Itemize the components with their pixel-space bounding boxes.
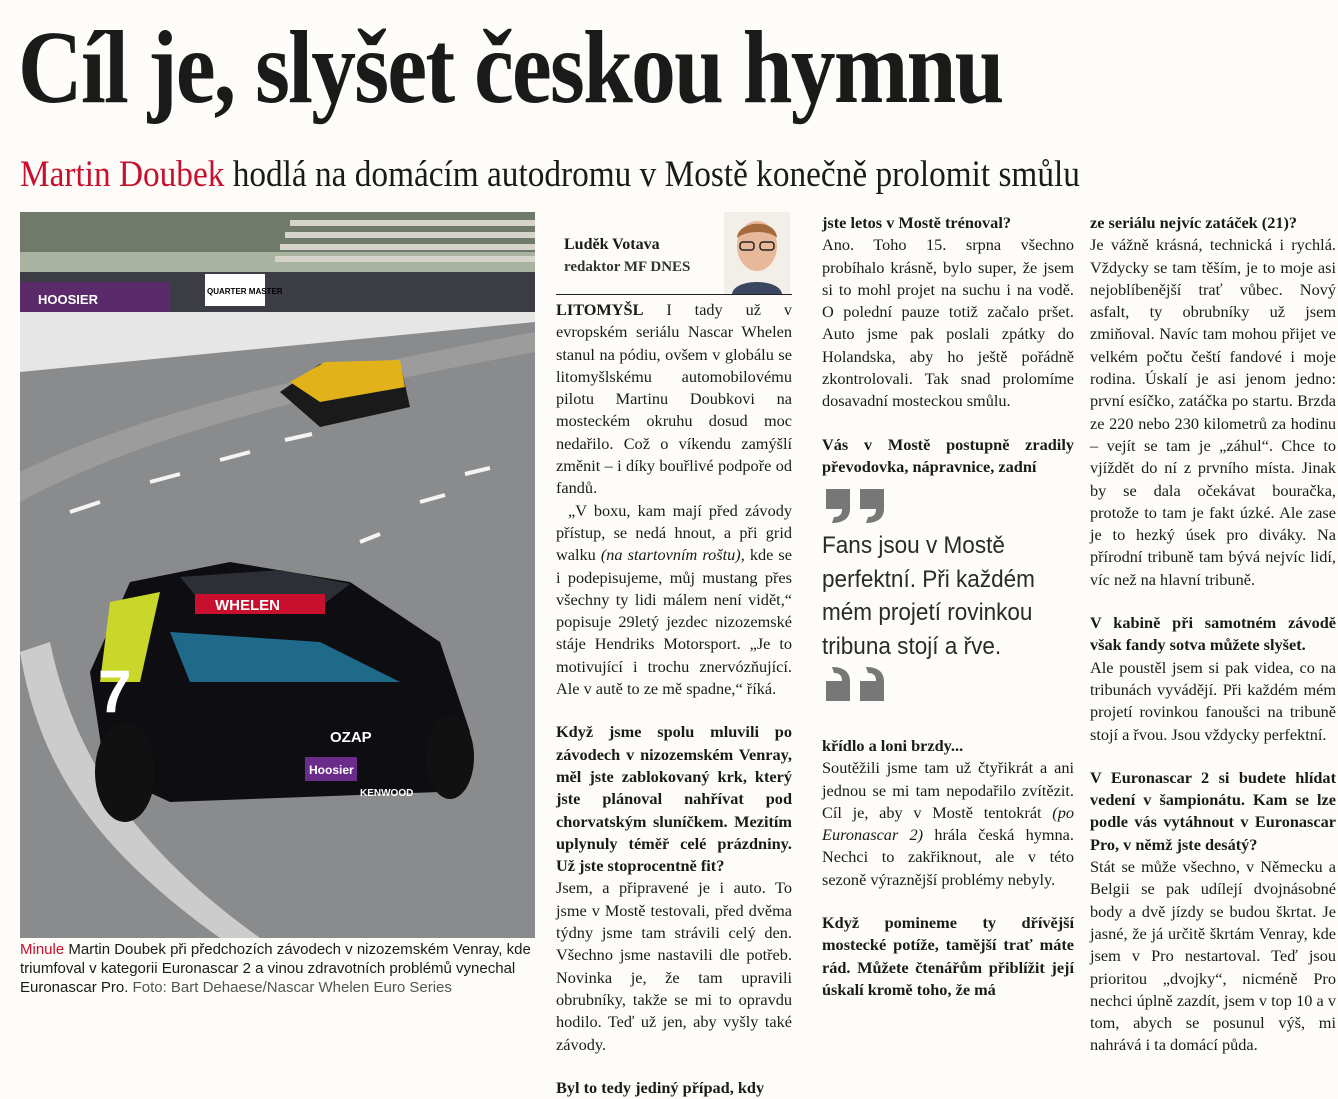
sponsor-kenwood: KENWOOD [360,788,414,799]
race-car-illustration [20,212,535,938]
answer-4: Je vážně krásná, technická i rychlá. Vždycky se tam těším, je to moje asi nejoblíbenější trať vůbec. Nový asfalt, ty obrubníky už jsem zmiňoval. Navíc tam mohou přijet ve velkém počtu čeští fandové i moje rodina. Úskalí je asi jenom jedno: první esíčko, zatáčka po startu. Brzda ze 220 nebo 230 kilometrů za hodinu – vejít se tam je „záhul“. Chce to vjíždět do ní z prvního místa. Jinak by se dala očekávat bouračka, protože to tam je fakt úzké. Ale zase je to hezký úsek pro diváky. Na přírodní tribuně tam bývá nejvíc lidí, víc než na hlavní tribuně. [1090,235,1336,589]
author-role: redaktor MF DNES [564,259,691,275]
banner-hoosier: HOOSIER [38,292,98,307]
author-box [556,212,792,295]
answer-6: Stát se může všechno, v Německu a Belgii se pak udílejí dvojnásobné body a dvě jízdy se budou škrtat. Je jasné, že já určitě škrtám Venray, kde jsem v Pro nestartoval. Teď jsou prioritou „dvojky“, nicméně Pro nechci úplně zazdít, jsem v top 10 a v tom, abych se posunul výš, mi nahrává i ta domácí půda. [1090,857,1336,1055]
question-6: V Euronascar 2 si budete hlídat vedení v šampionátu. Kam se lze podle vás vytáhnout v Euronascar Pro, v němž jste desátý? [1090,767,1336,854]
dateline: LITOMYŠL [556,300,644,319]
sponsor-ozap: OZAP [330,729,372,746]
question-1: Když jsme spolu mluvili po závodech v nizozemském Venray, měl jste zablokovaný krk, který jste plánoval nahřívat pod chorvatským sluníčkem. Mezitím uplynuly téměř celé prázdniny. Už jste stoprocentně fit? [556,722,792,876]
pull-quote [822,485,1074,707]
caption-lead: Minule [20,941,65,958]
sponsor-whelen: WHELEN [215,597,280,614]
question-2: Byl to tedy jediný případ, kdy [556,1077,765,1097]
question-5: V kabině při samotném závodě však fandy sotva můžete slyšet. [1090,613,1336,655]
article-column-2 [822,212,1074,478]
question-2-cont: jste letos v Mostě trénoval? [822,213,1011,232]
pull-quote-text: Fans jsou v Mostě perfektní. Při každém mém projetí rovinkou tribuna stojí a řve. [822,532,1035,660]
author-portrait [724,212,790,294]
car-number: 7 [98,658,132,725]
question-4: Když pomineme ty dřívější mostecké potíže, tamější trať máte rád. Můžete čtenářům přiblížit její úskalí kromě toho, že má [822,913,1074,999]
race-photo [20,212,535,938]
author-name: Luděk Votava [564,236,660,253]
caption-text: Martin Doubek při předchozích závodech v nizozemském Venray, kde triumfoval v kategorii Euronascar 2 a vinou zdravotních problémů vynechal Euronascar Pro. [20,941,531,996]
article-column-3 [1090,212,1336,1057]
question-4-cont: ze seriálu nejvíc zatáček (21)? [1090,213,1298,232]
question-3-cont: křídlo a loni brzdy... [822,736,964,755]
banner-quarter-master: QUARTER MASTER [207,287,283,296]
article-column-1 [556,299,792,1099]
question-3: Vás v Mostě postupně zradily převodovka, nápravnice, zadní [822,434,1074,476]
paragraph-quote: „V boxu, kam mají před závody přístup, se nedá hnout, a při grid walku (na startovním roštu), kde se i podepisujeme, můj mustang přes všechny ty lidi málem není vidět,“ popisuje 29letý jezdec nizozemské stáje Hendriks Motorsport. „Je to motivující i trochu znervózňující. Ale v autě to ze mě spadne,“ říká. [556,500,792,699]
tyre-logo: Hoosier [309,763,354,777]
answer-3: Soutěžili jsme tam už čtyřikrát a ani jednou se mi tam nepodařilo zvítězit. Cíl je, aby v Mostě tentokrát (po Euronascar 2) hrála česká hymna. Nechci to zakřiknout, ale v této sezoně výraznější problémy nebyly. [822,758,1074,889]
answer-5: Ale poustěl jsem si pak videa, co na tribunách vyvádějí. Při každém mém projetí rovinkou fanoušci na tribuně stojí a řvou. Jsou vždycky perfektní. [1090,657,1336,744]
caption-credit: Foto: Bart Dehaese/Nascar Whelen Euro Series [128,979,452,996]
headline: Cíl je, slyšet českou hymnu [18,10,1003,125]
answer-2: Ano. Toho 15. srpna všechno probíhalo krásně, bylo super, že jsem si to mohl projet na suchu i na vodě. O polední pauze totiž začalo pršet. Auto jsme pak poslali zpátky do Holandska, aby ho ještě pořádně zkontrolovali. Tak snad prolomíme dosavadní mosteckou smůlu. [822,235,1074,411]
subhead-text: hodlá na domácím autodromu v Mostě konečně prolomit smůlu [232,154,1080,195]
subhead-name: Martin Doubek [20,154,225,195]
article-column-2b [822,735,1074,1001]
photo-caption [20,940,535,997]
lead-paragraph: LITOMYŠL I tady už v evropském seriálu Nascar Whelen stanul na pódiu, ovšem v globálu se litomyšlskému automobilovému pilotu Martinu Doubkovi na mosteckém okruhu dosud moc nedařilo. Což o víkendu zamýšlí změnit – i díky bouřlivé podpoře od fandů. [556,300,792,498]
subheadline [20,150,1080,200]
open-quote-icon [822,485,892,525]
close-quote-icon [822,665,892,705]
answer-1: Jsem, a připravené je i auto. To jsme v Mostě testovali, před dvěma týdny jsme tam strávili celý den. Všechno jsme nastavili dle potřeb. Novinka je, že tam upravili obrubníky, takže se mi to opravdu hodilo. Teď už jen, aby vyšly také závody. [556,878,792,1054]
